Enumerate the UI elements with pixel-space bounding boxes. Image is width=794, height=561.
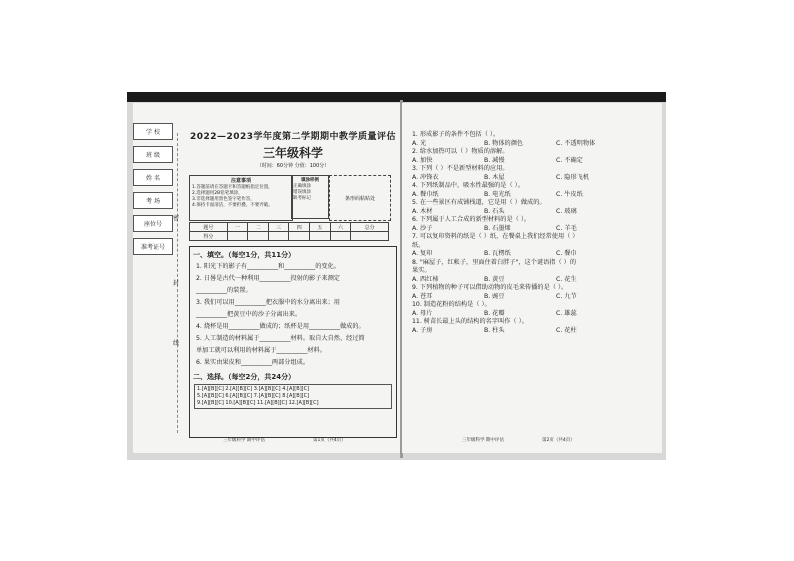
score-row-label: 得分 [190, 232, 228, 241]
question-text: 7. 可以复印资料的纸是（ ）纸，在餐桌上我们经常使用（ ） [412, 233, 579, 240]
cq-8 [412, 259, 654, 268]
barcode-area: 条形码粘贴处 [329, 175, 391, 221]
right-page-number: 第2页（共4页） [542, 438, 575, 443]
left-page-number: 第1页（共4页） [313, 438, 346, 443]
score-cell[interactable] [330, 232, 351, 241]
option: B. 柱头 [484, 326, 505, 334]
side-field: 姓 名 [133, 169, 173, 186]
option: C. 九节 [556, 292, 577, 300]
side-field: 准考证号 [133, 238, 173, 255]
exam-header [188, 129, 398, 169]
option: A. 沙子 [412, 224, 433, 232]
option: B. 豌豆 [484, 292, 505, 300]
seal-mark: 密 [173, 215, 180, 222]
side-field: 班 级 [133, 146, 173, 163]
answer-row: 9.[A][B][C] 10.[A][B][C] 11.[A][B][C] 12.[A][B][C] [197, 400, 319, 406]
question-text: 9. 下列植物的种子可以借助动物的皮毛来传播的是（ ）。 [412, 284, 568, 291]
score-cell[interactable] [227, 232, 248, 241]
fill-correct: 正确填涂 [293, 184, 311, 189]
question-text: 5. 在一些景区有成铺栈道，它是用（ ）做成的。 [412, 199, 546, 206]
option: B. 木屋 [484, 173, 505, 181]
score-cell[interactable] [289, 232, 310, 241]
score-cell[interactable] [310, 232, 331, 241]
side-field: 座位号 [133, 215, 173, 232]
cq-7 [412, 233, 654, 242]
option: B. 减慢 [484, 156, 505, 164]
question-text: 2. 给水加热可以（ ）物质的溶解。 [412, 148, 509, 155]
left-footer: 三年级科学 期中评估 [223, 438, 265, 443]
notice-line: 4.保持卡面清洁，不要折叠、不要弄破。 [192, 203, 273, 208]
exam-title: 2022—2023学年度第二学期期中教学质量评估 [189, 132, 397, 142]
fill-question: 3. 我们可以用__________把衣服中的水分离出来；用 [196, 299, 340, 306]
cq-5 [412, 199, 654, 216]
score-cell[interactable] [248, 232, 269, 241]
question-text: 纸。 [412, 241, 425, 249]
choice-questions [412, 131, 654, 335]
score-cell[interactable] [268, 232, 289, 241]
option: A. 冲锋衣 [412, 173, 439, 181]
section2-heading: 二、选择。（每空2分，共24分） [193, 373, 296, 381]
notice-line: 3.非选择题用黑色签字笔作答， [192, 197, 255, 202]
notice-line: 1.答题前请在答题卡和答题纸指定位置， [192, 185, 273, 190]
score-header: 一 [227, 223, 248, 232]
fill-absent: 缺考标记 [293, 196, 311, 201]
fill-question: __________把黄豆中的沙子分离出来。 [196, 311, 302, 318]
cq-7b [412, 242, 654, 259]
option: A. 木材 [412, 207, 433, 215]
score-header: 三 [268, 223, 289, 232]
question-box [189, 246, 397, 438]
seal-mark: 线 [173, 340, 180, 347]
notice-box [189, 175, 293, 221]
side-field: 考 场 [133, 192, 173, 209]
option: C. 隐形飞机 [556, 173, 590, 181]
option: C. 羊毛 [556, 224, 577, 232]
option: B. 物体的颜色 [484, 139, 524, 147]
option: C. 不确定 [556, 156, 583, 164]
fill-sample-box [291, 175, 329, 219]
exam-page-left [133, 103, 401, 453]
cq-3 [412, 165, 654, 182]
answer-row: 5.[A][B][C] 6.[A][B][C] 7.[A][B][C] 8.[A][B][C] [197, 393, 310, 399]
option: C. 雄蕊 [556, 309, 577, 317]
option: C. 花柱 [556, 326, 577, 334]
student-info-fields [133, 123, 173, 261]
question-text: 11. 树苗长最上头的结构的名字叫作（ ）。 [412, 318, 528, 325]
cq-11 [412, 318, 654, 335]
fill-question: 单加工就可以利用的材料属于__________材料。 [196, 347, 326, 354]
option: B. 石头 [484, 207, 505, 215]
question-text: 8. "麻屋子，红帐子，里面住着白胖子"，这个谜语指（ ）的 [412, 258, 577, 266]
option: B. 电光纸 [484, 190, 511, 198]
option: A. 苍耳 [412, 292, 433, 300]
score-header: 题号 [190, 223, 228, 232]
option: A. 西红柿 [412, 275, 439, 283]
fill-question: __________的装置。 [196, 287, 252, 294]
question-text: 1. 形成影子的条件不包括（ ）。 [412, 131, 500, 138]
option: A. 子房 [412, 326, 433, 334]
option: C. 不透明物体 [556, 139, 596, 147]
seal-mark: 封 [173, 280, 180, 287]
question-text: 4. 下列纸制品中，吸水性最强的是（ ）。 [412, 182, 524, 189]
option: A. 光 [412, 139, 427, 147]
fill-title: 填涂样例 [301, 178, 319, 183]
option: C. 餐巾 [556, 250, 577, 257]
cq-9 [412, 284, 654, 301]
option: A. 餐巾纸 [412, 190, 439, 198]
option: A. 母片 [412, 309, 433, 317]
option: B. 瓦楞纸 [484, 250, 511, 257]
question-text: 10. 制造花粉的结构是（ ）。 [412, 301, 491, 308]
fill-question: 1. 阳光下的影子有__________和__________的变化。 [196, 263, 340, 270]
fill-question: 6. 果实由果皮和__________两部分组成。 [196, 359, 310, 366]
option: A. 加快 [412, 156, 433, 164]
score-table [189, 222, 389, 241]
score-cell[interactable] [351, 232, 389, 241]
answer-grid[interactable] [194, 384, 392, 409]
question-text: 果实。 [412, 267, 431, 274]
fill-question: 4. 烧杯是用__________做成的；纸杯是用__________做成的。 [196, 323, 365, 330]
cq-6 [412, 216, 654, 233]
fill-question: 5. 人工制造的材料属于__________材料。取自大自然、经过简 [196, 335, 365, 342]
answer-row: 1.[A][B][C] 2.[A][B][C] 3.[A][B][C] 4.[A][B][C] [197, 386, 310, 392]
cq-1 [412, 131, 654, 148]
fill-question: 2. 日晷是古代一种利用__________投射的影子来测定 [196, 275, 340, 282]
score-header: 六 [330, 223, 351, 232]
option: B. 黄豆 [484, 275, 505, 283]
notice-title: 注意事项 [230, 178, 251, 184]
option: B. 石墨烯 [484, 224, 511, 232]
score-header: 四 [289, 223, 310, 232]
exam-page-right [402, 103, 662, 453]
option: C. 牛皮纸 [556, 190, 583, 198]
section1-heading: 一、填空。（每空1分，共11分） [193, 251, 296, 259]
question-text: 3. 下列（ ）不是新型材料的应用。 [412, 165, 509, 172]
side-field: 学 校 [133, 123, 173, 140]
fill-wrong: 错误填涂 [293, 190, 311, 195]
option: B. 花瓣 [484, 309, 505, 317]
exam-info: （时间：60分钟 分值：100分） [256, 163, 330, 169]
dark-edge [127, 92, 666, 102]
notice-line: 2.选择题用2B铅笔填涂， [192, 191, 243, 196]
right-footer: 三年级科学 期中评估 [462, 438, 504, 443]
option: A. 复印 [412, 250, 433, 257]
option: C. 花生 [556, 275, 577, 283]
exam-subject: 三年级科学 [262, 146, 323, 160]
score-header: 二 [248, 223, 269, 232]
cq-4 [412, 182, 654, 199]
question-text: 6. 下列属于人工合成的新型材料的是（ ）。 [412, 216, 531, 223]
cq-2 [412, 148, 654, 165]
cq-10 [412, 301, 654, 318]
cq-8b [412, 267, 654, 284]
score-header: 总分 [351, 223, 389, 232]
score-header: 五 [310, 223, 331, 232]
option: C. 玻璃 [556, 207, 577, 215]
